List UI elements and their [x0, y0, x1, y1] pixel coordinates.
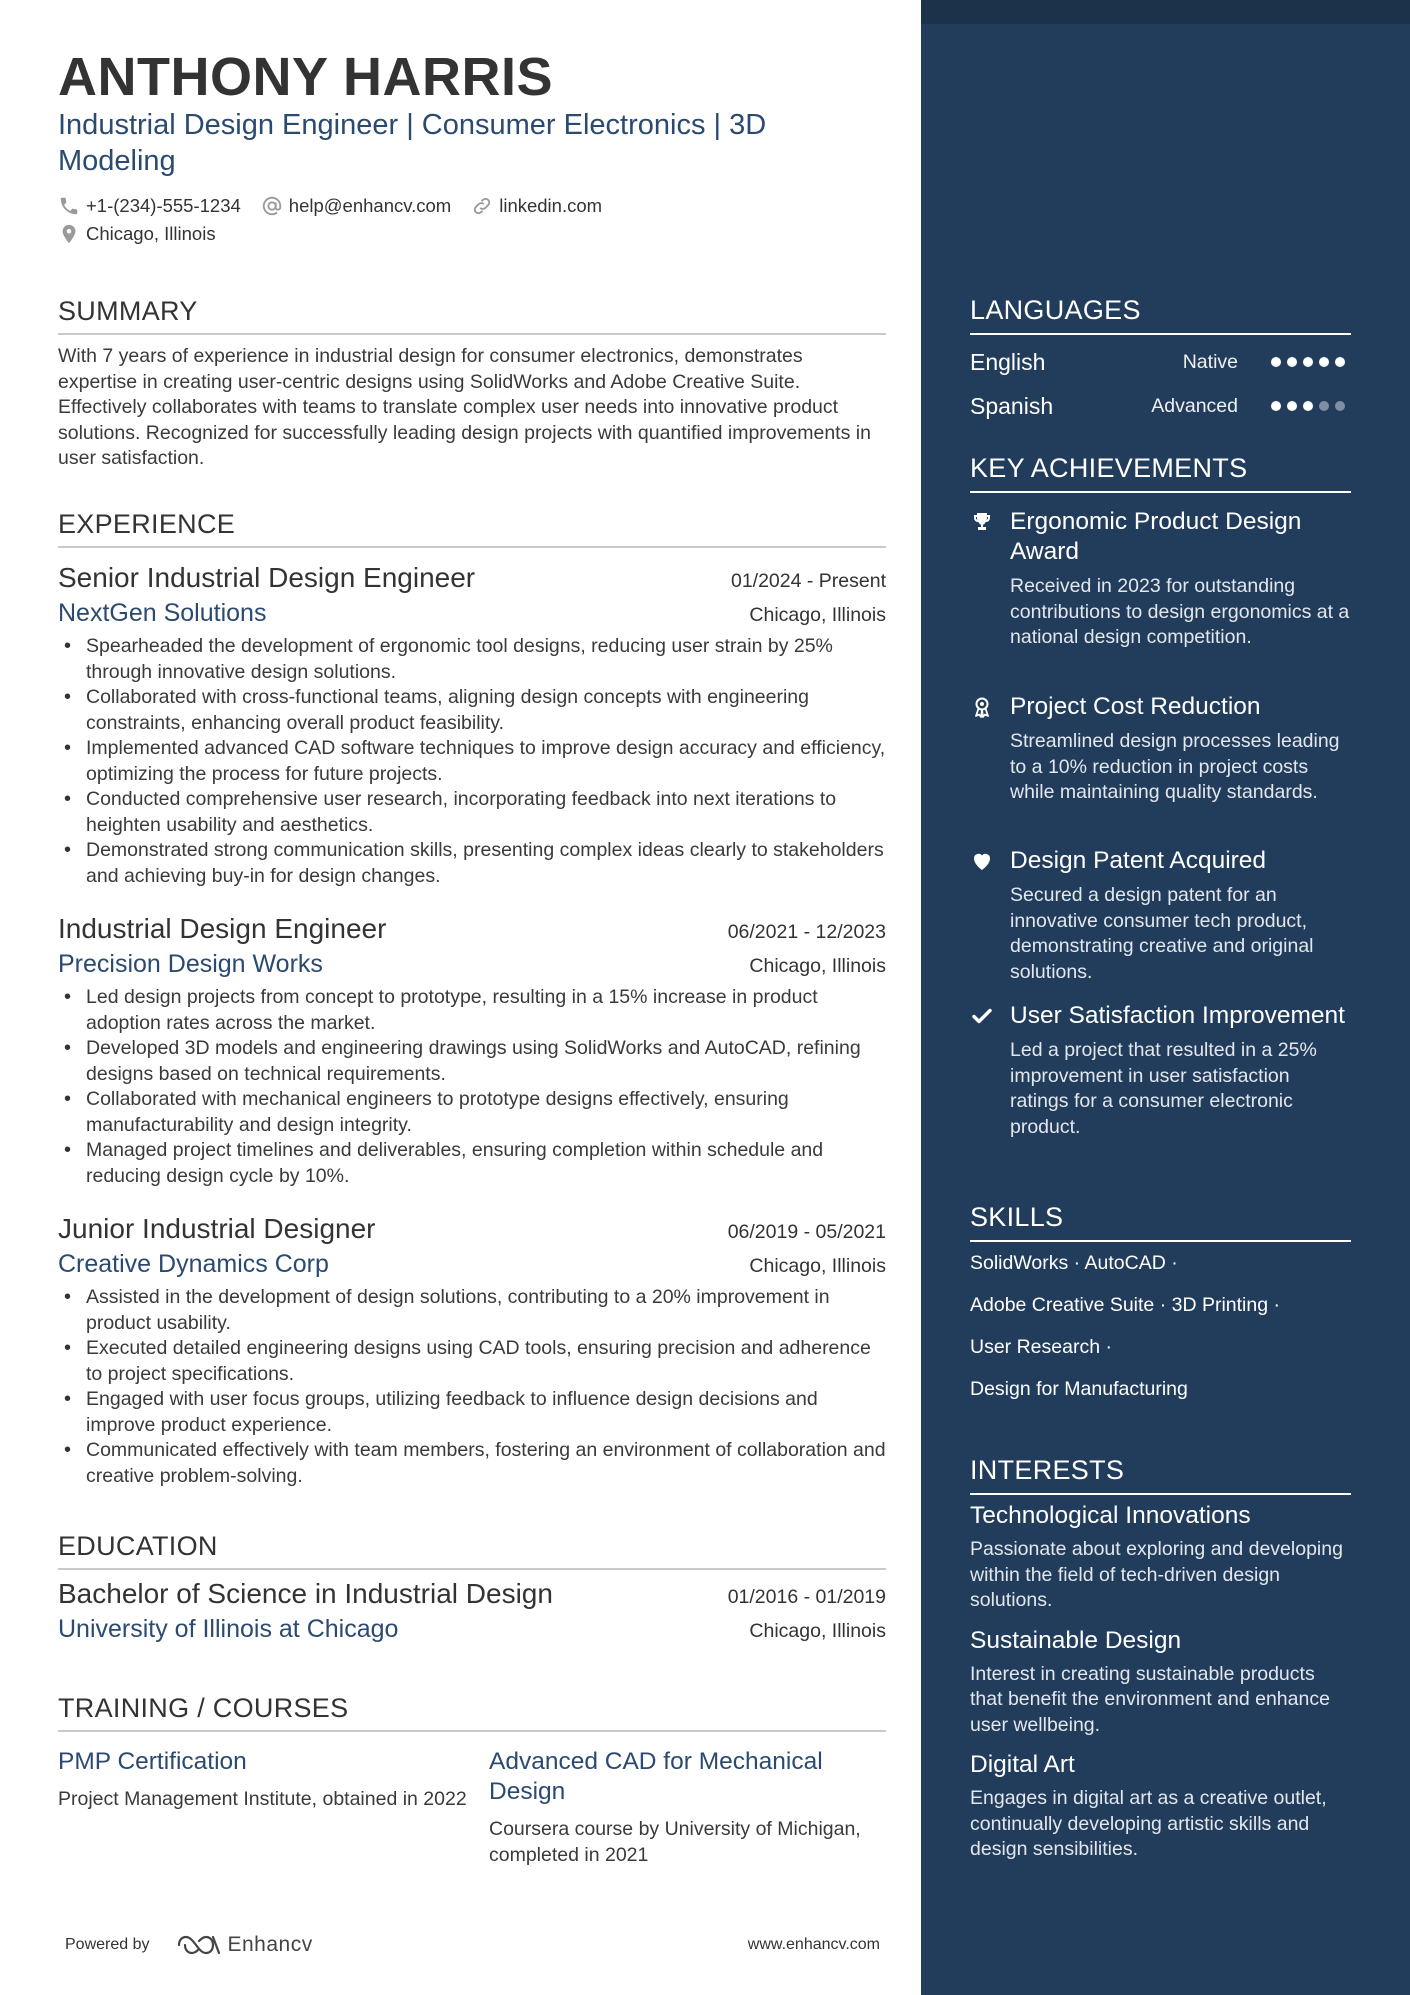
- achievement-desc: Secured a design patent for an innovative consumer tech product, demonstrating creative and original solutions.: [1010, 884, 1314, 983]
- job-location: Chicago, Illinois: [749, 1255, 886, 1277]
- bullet-item: • Implemented advanced CAD software techniques to improve design accuracy and efficiency, optimizing the process for future projects.: [58, 736, 886, 787]
- interests-divider: [970, 1493, 1351, 1495]
- bullet-item: • Assisted in the development of design solutions, contributing to a 20% improvement in product usability.: [58, 1285, 886, 1336]
- language-level: Advanced: [1151, 394, 1238, 417]
- contact-email[interactable]: [261, 195, 451, 217]
- contact-location: [58, 223, 216, 245]
- job-bullets: [58, 634, 886, 889]
- rating-dot-empty: [1335, 401, 1345, 411]
- training-item-desc: Project Management Institute, obtained in 2022: [58, 1788, 467, 1810]
- skills-title: SKILLS: [970, 1202, 1064, 1232]
- rating-dot-empty: [1319, 401, 1329, 411]
- rating-dot-filled: [1287, 357, 1297, 367]
- interests-title: INTERESTS: [970, 1455, 1125, 1485]
- education-location: Chicago, Illinois: [749, 1620, 886, 1642]
- interest-title: Sustainable Design: [970, 1626, 1182, 1654]
- achievement-item: [970, 507, 1351, 651]
- bullet-item: • Communicated effectively with team members, fostering an environment of collaboration and creative problem-solving.: [58, 1438, 886, 1489]
- school-name: University of Illinois at Chicago: [58, 1615, 399, 1643]
- education-divider: [58, 1568, 886, 1570]
- interest-title: Digital Art: [970, 1751, 1075, 1778]
- skills-line: Design for Manufacturing: [970, 1378, 1188, 1400]
- language-rating: [1271, 357, 1351, 367]
- website-link[interactable]: www.enhancv.com: [747, 1936, 880, 1953]
- languages-divider: [970, 333, 1351, 335]
- skills-section: [970, 1199, 1351, 1410]
- language-name: English: [970, 348, 1046, 375]
- bullet-item: • Managed project timelines and deliverables, ensuring completion within schedule and reducing design cycle by 10%.: [58, 1138, 886, 1189]
- interest-desc: Passionate about exploring and developing within the field of tech-driven design solutions.: [970, 1538, 1343, 1611]
- job-bullets: [58, 985, 886, 1189]
- award-ribbon-icon: [970, 692, 1010, 722]
- bullet-item: • Executed detailed engineering designs using CAD tools, ensuring precision and adherence to project specifications.: [58, 1336, 886, 1387]
- sidebar: [921, 0, 1410, 1995]
- job-bullets: [58, 1285, 886, 1489]
- linkedin-text: linkedin.com: [499, 195, 603, 216]
- achievement-desc: Received in 2023 for outstanding contributions to design ergonomics at a national design competition.: [1010, 575, 1350, 648]
- experience-title: EXPERIENCE: [58, 509, 236, 539]
- experience-section: [58, 506, 886, 548]
- footer: [65, 1930, 880, 1960]
- achievement-item: [970, 1001, 1351, 1140]
- heart-icon: [970, 846, 1010, 876]
- location-text: Chicago, Illinois: [86, 223, 216, 244]
- job-date: 06/2019 - 05/2021: [727, 1221, 886, 1243]
- training-item-title: Advanced CAD for Mechanical Design: [489, 1748, 823, 1805]
- languages-title: LANGUAGES: [970, 295, 1141, 325]
- summary-title: SUMMARY: [58, 296, 198, 326]
- powered-by-label: Powered by: [65, 1936, 150, 1953]
- at-sign-icon: [261, 195, 283, 217]
- interest-item: [970, 1626, 1351, 1739]
- rating-dot-filled: [1303, 357, 1313, 367]
- training-item: [58, 1747, 468, 1813]
- language-rating: [1271, 401, 1351, 411]
- job-title: Senior Industrial Design Engineer: [58, 562, 476, 593]
- bullet-item: • Demonstrated strong communication skills, presenting complex ideas clearly to stakeholders and achieving buy-in for design changes.: [58, 838, 886, 889]
- experience-divider: [58, 546, 886, 548]
- language-item: [970, 340, 1351, 384]
- bullet-item: • Spearheaded the development of ergonomic tool designs, reducing user strain by 25% through innovative design solutions.: [58, 634, 886, 685]
- training-item: [489, 1747, 886, 1868]
- rating-dot-filled: [1271, 357, 1281, 367]
- achievements-title: KEY ACHIEVEMENTS: [970, 453, 1248, 483]
- summary-text: With 7 years of experience in industrial design for consumer electronics, demonstrates expertise in creating user-centric designs using SolidWorks and Adobe Creative Suite. Effectively collaborates with teams to translate complex user needs into innovative product solutions. Recognized for successfully leading design projects with quantified improvements in user satisfaction.: [58, 345, 871, 469]
- interest-desc: Interest in creating sustainable products that benefit the environment and enhance user wellbeing.: [970, 1662, 1330, 1736]
- achievement-title: Design Patent Acquired: [1010, 847, 1267, 874]
- skills-line: Adobe Creative Suite · 3D Printing ·: [970, 1294, 1280, 1316]
- achievements-section: [970, 450, 1351, 493]
- interest-item: [970, 1750, 1351, 1863]
- training-item-desc: Coursera course by University of Michigan, completed in 2021: [489, 1818, 861, 1866]
- bullet-item: • Conducted comprehensive user research, incorporating feedback into next iterations to heighten usability and aesthetics.: [58, 787, 886, 838]
- job-location: Chicago, Illinois: [749, 955, 886, 977]
- training-divider: [58, 1730, 886, 1732]
- interests-section: [970, 1452, 1351, 1863]
- rating-dot-filled: [1287, 401, 1297, 411]
- job-title: Junior Industrial Designer: [58, 1213, 376, 1244]
- training-item-title: PMP Certification: [58, 1748, 247, 1775]
- contact-info: [58, 193, 878, 249]
- rating-dot-filled: [1271, 401, 1281, 411]
- job-company: Creative Dynamics Corp: [58, 1250, 329, 1278]
- skills-line: SolidWorks · AutoCAD ·: [970, 1252, 1178, 1274]
- summary-section: [58, 293, 886, 472]
- job-title: Industrial Design Engineer: [58, 913, 387, 944]
- powered-by: [65, 1932, 313, 1958]
- job-entry: [58, 1213, 886, 1489]
- education-section: [58, 1528, 886, 1644]
- phone-text: +1-(234)-555-1234: [86, 195, 241, 216]
- achievement-title: Ergonomic Product Design Award: [1010, 508, 1302, 565]
- achievement-item: [970, 692, 1351, 806]
- contact-phone[interactable]: [58, 195, 241, 217]
- education-title: EDUCATION: [58, 1531, 218, 1561]
- bullet-item: • Developed 3D models and engineering drawings using SolidWorks and AutoCAD, refining designs based on technical requirements.: [58, 1036, 886, 1087]
- sidebar-top-band: [921, 0, 1410, 24]
- job-date: 01/2024 - Present: [730, 570, 886, 592]
- job-location: Chicago, Illinois: [749, 604, 886, 626]
- enhancv-brand: Enhancv: [227, 1933, 313, 1956]
- language-level: Native: [1182, 350, 1238, 373]
- candidate-name: ANTHONY HARRIS: [58, 47, 554, 107]
- language-item: [970, 384, 1351, 428]
- summary-divider: [58, 333, 886, 335]
- interest-item: [970, 1501, 1351, 1614]
- achievement-title: User Satisfaction Improvement: [1010, 1002, 1345, 1029]
- job-entry: [58, 913, 886, 1189]
- email-text: help@enhancv.com: [288, 195, 452, 216]
- job-entry: [58, 562, 886, 889]
- phone-icon: [58, 195, 80, 217]
- trophy-icon: [970, 507, 1010, 537]
- job-date: 06/2021 - 12/2023: [727, 921, 886, 943]
- location-pin-icon: [58, 223, 80, 245]
- link-icon: [471, 195, 493, 217]
- enhancv-logo-icon: [176, 1932, 222, 1958]
- skills-line: User Research ·: [970, 1336, 1112, 1358]
- job-company: Precision Design Works: [58, 950, 323, 978]
- contact-linkedin[interactable]: [471, 195, 602, 217]
- training-title: TRAINING / COURSES: [58, 1693, 349, 1723]
- languages-section: [970, 292, 1351, 428]
- rating-dot-filled: [1335, 357, 1345, 367]
- bullet-item: • Collaborated with mechanical engineers to prototype designs effectively, ensuring manufacturability and design integrity.: [58, 1087, 886, 1138]
- education-date: 01/2016 - 01/2019: [727, 1586, 886, 1608]
- achievement-desc: Led a project that resulted in a 25% improvement in user satisfaction ratings for a consumer electronic product.: [1010, 1039, 1317, 1138]
- achievement-desc: Streamlined design processes leading to a 10% reduction in project costs while maintaining quality standards.: [1010, 730, 1340, 803]
- bullet-item: • Engaged with user focus groups, utilizing feedback to influence design decisions and improve product experience.: [58, 1387, 886, 1438]
- rating-dot-filled: [1319, 357, 1329, 367]
- enhancv-logo[interactable]: [176, 1932, 313, 1958]
- checkmark-icon: [970, 1001, 1010, 1031]
- rating-dot-filled: [1303, 401, 1313, 411]
- language-name: Spanish: [970, 392, 1054, 419]
- candidate-headline: Industrial Design Engineer | Consumer Electronics | 3D Modeling: [58, 109, 767, 177]
- achievement-title: Project Cost Reduction: [1010, 693, 1261, 720]
- bullet-item: • Collaborated with cross-functional teams, aligning design concepts with engineering constraints, enhancing overall product feasibility.: [58, 685, 886, 736]
- degree-title: Bachelor of Science in Industrial Design: [58, 1578, 553, 1609]
- training-section: [58, 1690, 886, 1732]
- job-company: NextGen Solutions: [58, 599, 267, 627]
- interest-title: Technological Innovations: [970, 1502, 1251, 1529]
- achievement-item: [970, 846, 1351, 985]
- achievements-divider: [970, 491, 1351, 493]
- interest-desc: Engages in digital art as a creative outlet, continually developing artistic skills and design sensibilities.: [970, 1787, 1327, 1860]
- bullet-item: • Led design projects from concept to prototype, resulting in a 15% increase in product adoption rates across the market.: [58, 985, 886, 1036]
